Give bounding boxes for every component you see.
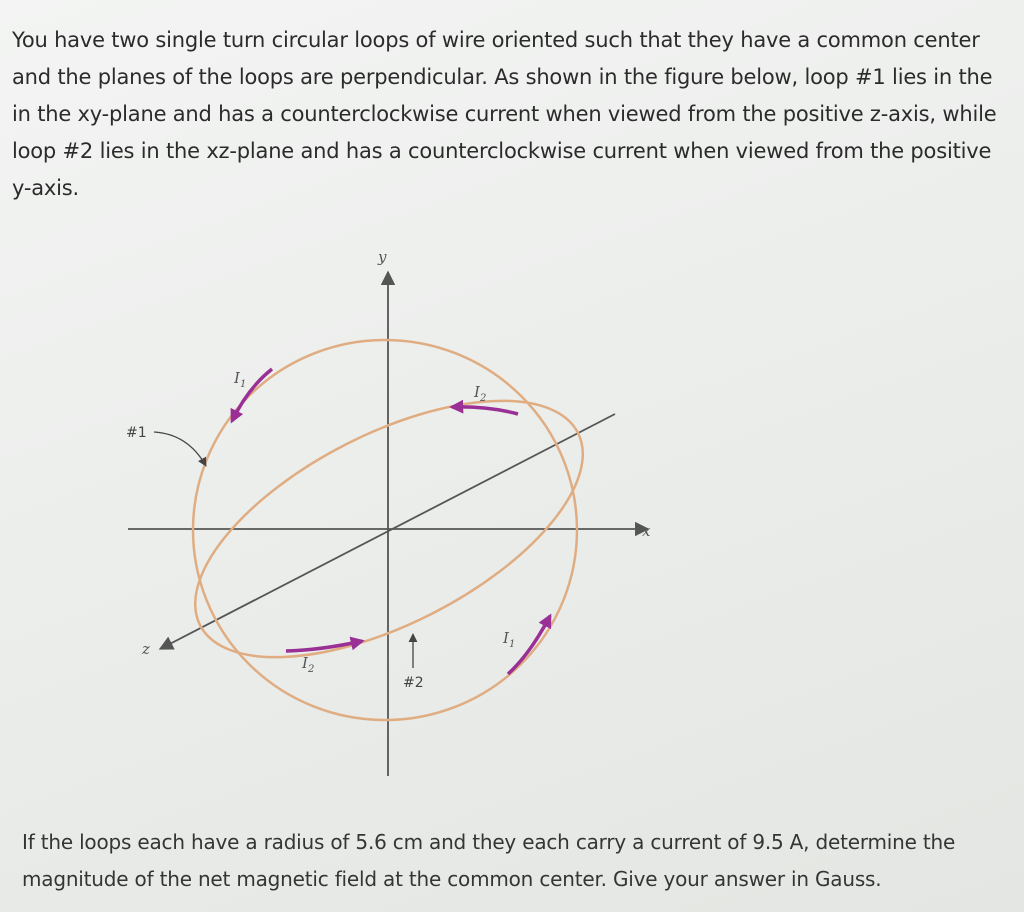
- z-axis-label: z: [142, 640, 150, 658]
- x-axis-label: x: [642, 522, 651, 540]
- question-text: You have two single turn circular loops of wire oriented such that they have a common center and the planes of the loops are perpendicular. As shown in the figure below, loop #1 lies in the in the xy-plane and has a counterclockwise current when viewed from the positive z-axis, while loop #2 lies in the xz-plane and has a counterclockwise current when viewed from the positive y-axis.: [12, 28, 997, 200]
- y-axis-label: y: [378, 248, 387, 266]
- loops-diagram: [100, 236, 720, 796]
- loop-1-label: #1: [126, 425, 147, 441]
- current-2-arrow-top: [452, 407, 518, 414]
- current-2-label-bottom: $I_2$: [302, 654, 315, 675]
- current-1-label-bottom: $I_1$: [503, 629, 516, 650]
- loop-1-pointer: [154, 432, 206, 466]
- loops-figure: [100, 236, 720, 796]
- loop-2-label: #2: [403, 675, 424, 691]
- prompt-text: If the loops each have a radius of 5.6 cm and they each carry a current of 9.5 A, determine the magnitude of the net magnetic field at the common center. Give your answer in Gauss.: [22, 830, 956, 891]
- current-2-label-top: $I_2$: [474, 383, 487, 404]
- current-1-label-top: $I_1$: [234, 369, 247, 390]
